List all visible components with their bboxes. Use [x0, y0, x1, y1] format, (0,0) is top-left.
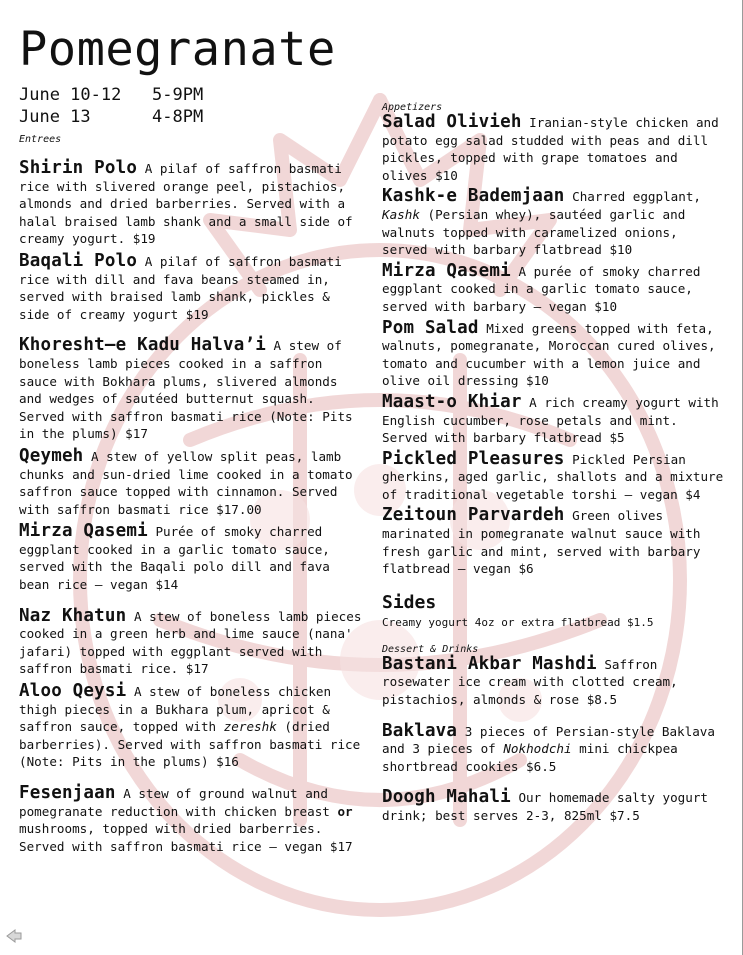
menu-item: [19, 160, 364, 248]
item-desc: A pilaf of saffron basmati rice with slivered orange peel, pistachios, almonds and dried barberries. Served with a halal braised lamb shank and a small side of creamy yogurt. $19: [19, 161, 353, 247]
item-name: Mirza Qasemi: [19, 521, 148, 542]
item-name: Baqali Polo: [19, 250, 138, 271]
item-desc-part: mini chickpea shortbread cookies $6.5: [382, 741, 678, 774]
item-desc: A rich creamy yogurt with English cucumber, rose petals and mint. Served with barbary flatbread $5: [382, 394, 719, 446]
item-desc-part: (Persian whey), sautéed garlic and walnuts topped with caramelized onions, served with barbary flatbread $10: [382, 206, 686, 258]
item-name: Qeymeh: [19, 445, 84, 466]
item-desc: Saffron rosewater ice cream with clotted cream, pistachios, almonds & rose $8.5: [382, 656, 678, 708]
item-desc-part: (dried barberries). Served with saffron basmati rice (Note: Pits in the plums) $16: [19, 719, 361, 770]
back-arrow-icon[interactable]: [5, 928, 23, 944]
item-desc-strong: or: [337, 803, 353, 819]
menu-item: [19, 605, 364, 678]
item-desc-part: mushrooms, topped with dried barberries. Served with saffron basmati rice – vegan $17: [19, 821, 353, 854]
event-dates: [19, 84, 203, 128]
menu-item: [382, 448, 727, 504]
item-name: Baklava: [382, 720, 458, 741]
entrees-label: Entrees: [19, 134, 62, 145]
menu-item: [19, 337, 364, 443]
menu-item: [382, 114, 727, 184]
menu-item: [19, 785, 364, 855]
item-name: Maast-o Khiar: [382, 391, 522, 412]
menu-item: [19, 523, 364, 593]
item-desc: Iranian-style chicken and potato egg salad studded with peas and dill pickles, topped with grape tomatoes and olives $10: [382, 115, 719, 183]
item-name: Khoresht–e Kadu Halva’i: [19, 335, 266, 356]
item-desc: Green olives marinated in pomegranate walnut sauce with fresh garlic and mint, served with barbary flatbread – vegan $6: [382, 508, 701, 577]
appetizers-label: Appetizers: [382, 102, 443, 113]
menu-item: [382, 507, 727, 577]
item-desc: A stew of yellow split peas, lamb chunks and sun-dried lime cooked in a tomato saffron sauce topped with cinnamon. Served with saffron basmati rice $17.00: [19, 448, 353, 517]
item-name: Fesenjaan: [19, 783, 116, 803]
sides-title: Sides: [382, 591, 437, 613]
item-name: Kashk-e Bademjaan: [382, 186, 565, 207]
menu-item: [382, 653, 727, 709]
item-name: Pickled Pleasures: [382, 448, 565, 469]
menu-item: [382, 720, 727, 776]
item-name: Shirin Polo: [19, 158, 138, 178]
item-desc: Pickled Persian gherkins, aged garlic, shallots and a mixture of traditional vegetable torshi – vegan $4: [382, 451, 724, 502]
menu-item: [382, 789, 727, 824]
item-desc: A stew of boneless lamb pieces cooked in a saffron sauce with Bokhara plums, slivered almonds and wedges of sautéed butternut squash. Served with saffron basmati rice (Note: Pits in the plums) $17: [19, 338, 353, 442]
item-desc-part: 3 pieces of Persian-style Baklava and 3 pieces of: [382, 723, 715, 757]
item-name: Bastani Akbar Mashdi: [382, 653, 597, 674]
menu-item: [382, 260, 727, 316]
item-desc: Purée of smoky charred eggplant cooked in a garlic tomato sauce, served with the Baqali polo dill and fava bean rice – vegan $14: [19, 524, 330, 593]
item-desc-emphasis: Kashk: [382, 206, 420, 222]
menu-item: [19, 683, 364, 771]
sides-text: Creamy yogurt 4oz or extra flatbread $1.5: [382, 615, 654, 629]
item-desc: A pilaf of saffron basmati rice with dill and fava beans steamed in, served with braised lamb shank, pickles & side of creamy yogurt $19: [19, 253, 342, 322]
menu-item: [19, 250, 364, 323]
item-desc: A purée of smoky charred eggplant cooked in a garlic tomato sauce, served with barbary – vegan $10: [382, 263, 701, 314]
item-name: Salad Olivieh: [382, 112, 522, 132]
item-name: Aloo Qeysi: [19, 681, 127, 702]
item-desc: Mixed greens topped with feta, walnuts, pomegranate, Moroccan cured olives, tomato and cucumber with a lemon juice and olive oil dressing $10: [382, 320, 716, 389]
item-name: Doogh Mahali: [382, 787, 511, 808]
menu-item: [382, 391, 727, 447]
desserts-label: Dessert & Drinks: [382, 643, 479, 655]
appetizers-column: [382, 102, 727, 825]
item-name: Mirza Qasemi: [382, 260, 511, 281]
menu-item: [19, 445, 364, 518]
item-desc-emphasis: Nokhodchi: [503, 741, 572, 757]
sides-section: [382, 592, 727, 630]
item-name: Naz Khatun: [19, 605, 127, 626]
item-desc: A stew of boneless lamb pieces cooked in a green herb and lime sauce (nana' jafari) topped with eggplant served with saffron basmati rice. $17: [19, 608, 362, 677]
item-desc-emphasis: zereshk: [223, 719, 277, 735]
date-line-1: June 10-12 5-9PM: [19, 85, 204, 105]
entrees-column: [19, 134, 364, 855]
page-title: Pomegranate: [19, 22, 336, 77]
menu-item: [382, 317, 727, 390]
item-name: Pom Salad: [382, 317, 479, 338]
item-desc: Our homemade salty yogurt drink; best serves 2-3, 825ml $7.5: [382, 790, 708, 823]
date-line-2: June 13 4-8PM: [19, 107, 204, 127]
item-name: Zeitoun Parvardeh: [382, 505, 565, 526]
item-desc-part: A stew of boneless chicken thigh pieces in a Bukhara plum, apricot & saffron sauce, topped with: [19, 684, 332, 735]
item-desc-part: A stew of ground walnut and pomegranate reduction with chicken breast: [19, 786, 338, 819]
menu-item: [382, 188, 727, 258]
item-desc-part: Charred eggplant,: [572, 189, 702, 205]
